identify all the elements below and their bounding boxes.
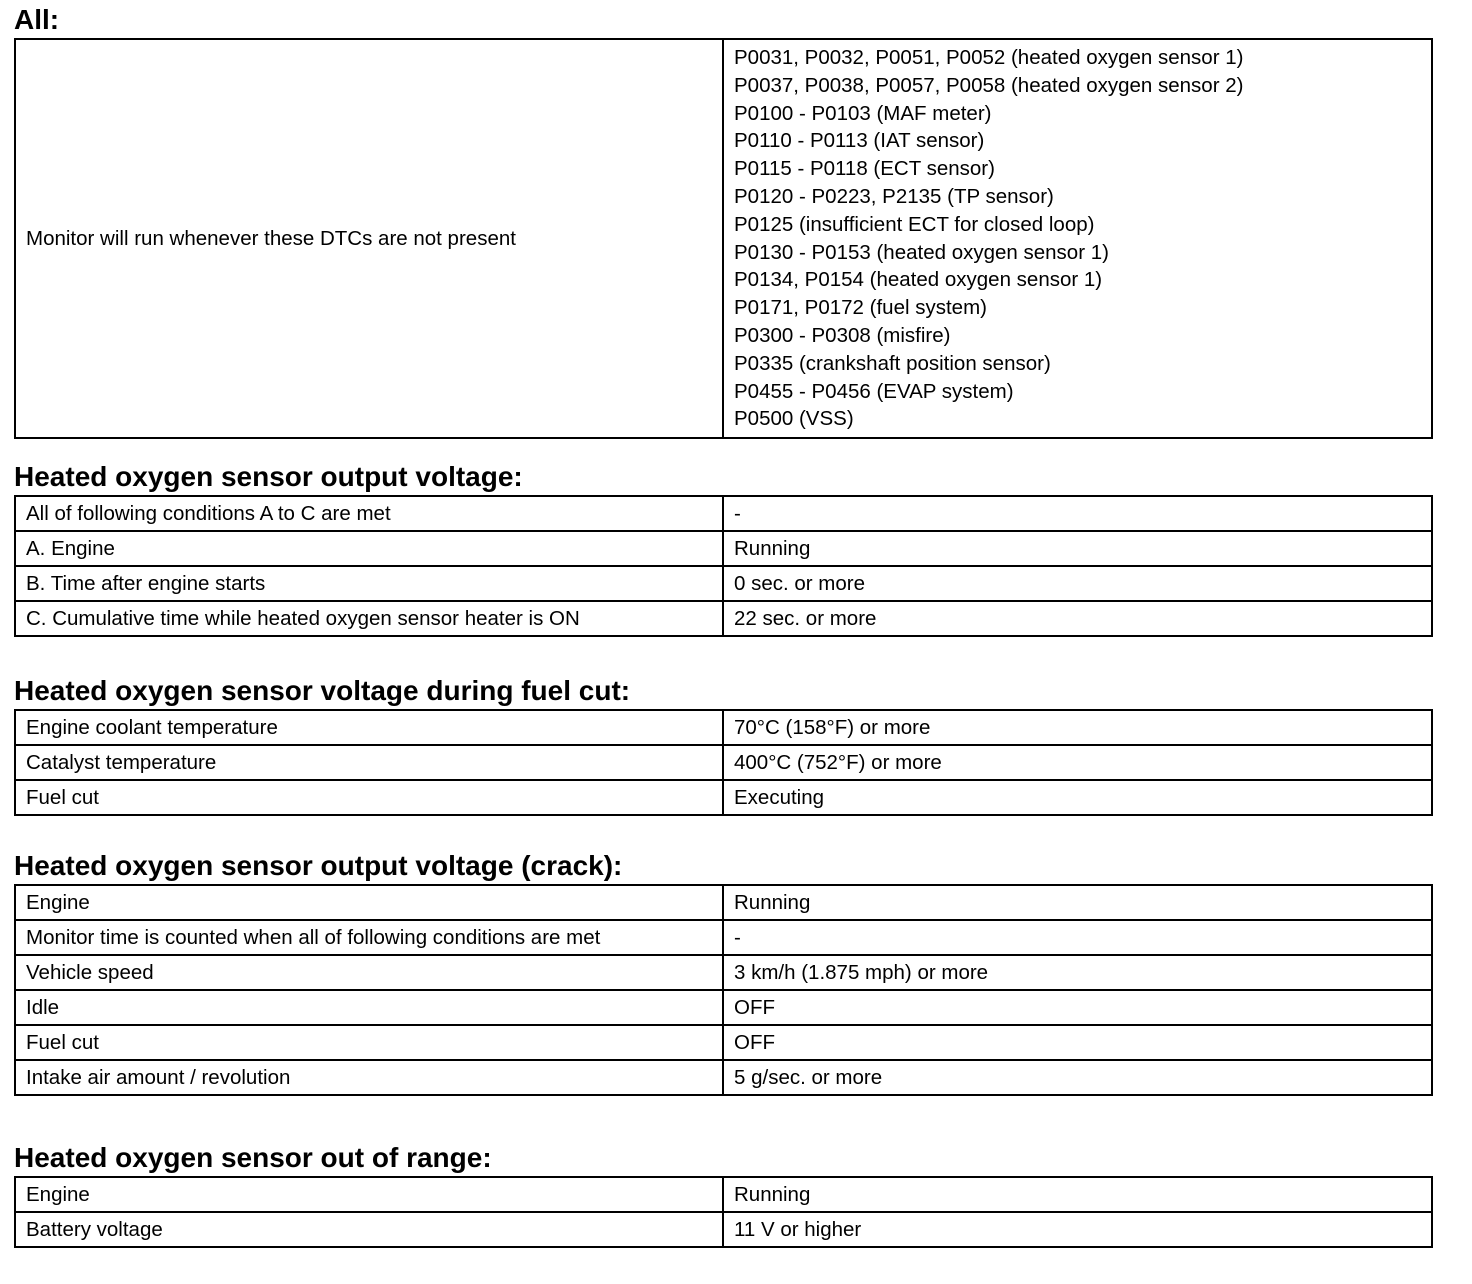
table-row <box>15 1060 1432 1095</box>
value-cell: 11 V or higher <box>723 1212 1432 1247</box>
dtc-line: P0125 (insufficient ECT for closed loop) <box>734 212 1095 236</box>
dtc-line: P0134, P0154 (heated oxygen sensor 1) <box>734 268 1103 292</box>
value-cell: 5 g/sec. or more <box>723 1060 1432 1095</box>
value-cell: 70°C (158°F) or more <box>723 710 1432 745</box>
value-cell: Running <box>723 885 1432 920</box>
dtc-line: P0115 - P0118 (ECT sensor) <box>734 157 995 181</box>
value-cell: 3 km/h (1.875 mph) or more <box>723 955 1432 990</box>
value-cell: 22 sec. or more <box>723 601 1432 636</box>
dtc-line: P0300 - P0308 (misfire) <box>734 323 951 347</box>
table-row <box>15 1025 1432 1060</box>
value-cell: Running <box>723 1177 1432 1212</box>
value-cell: OFF <box>723 1025 1432 1060</box>
section-all <box>14 2 1431 439</box>
conditions-table <box>14 38 1433 439</box>
section-fuel-cut <box>14 673 1431 816</box>
condition-cell: Idle <box>15 990 723 1025</box>
section-output-voltage <box>14 459 1431 637</box>
table-row <box>15 496 1432 531</box>
condition-cell: Intake air amount / revolution <box>15 1060 723 1095</box>
condition-cell: C. Cumulative time while heated oxygen sensor heater is ON <box>15 601 723 636</box>
section-heading: Heated oxygen sensor voltage during fuel cut: <box>14 675 631 706</box>
dtc-line: P0120 - P0223, P2135 (TP sensor) <box>734 184 1054 208</box>
table-row <box>15 990 1432 1025</box>
value-cell: Executing <box>723 780 1432 815</box>
section-heading: Heated oxygen sensor output voltage: <box>14 461 523 492</box>
dtc-line: P0500 (VSS) <box>734 407 854 431</box>
condition-cell: Fuel cut <box>15 1025 723 1060</box>
table-row <box>15 566 1432 601</box>
condition-cell: Monitor time is counted when all of following conditions are met <box>15 920 723 955</box>
conditions-table <box>14 495 1433 637</box>
dtc-line: P0335 (crankshaft position sensor) <box>734 351 1051 375</box>
dtc-line: P0110 - P0113 (IAT sensor) <box>734 129 985 153</box>
conditions-table <box>14 1176 1433 1248</box>
value-cell: Running <box>723 531 1432 566</box>
dtc-line: P0130 - P0153 (heated oxygen sensor 1) <box>734 240 1109 264</box>
table-row <box>15 920 1432 955</box>
condition-cell: All of following conditions A to C are met <box>15 496 723 531</box>
condition-cell: Engine <box>15 1177 723 1212</box>
condition-cell: Battery voltage <box>15 1212 723 1247</box>
dtc-list-cell <box>723 39 1432 438</box>
section-heading: Heated oxygen sensor output voltage (crack): <box>14 850 623 881</box>
value-cell: - <box>723 920 1432 955</box>
condition-cell: Monitor will run whenever these DTCs are not present <box>15 39 723 438</box>
conditions-table <box>14 709 1433 816</box>
dtc-line: P0455 - P0456 (EVAP system) <box>734 379 1014 403</box>
value-cell: OFF <box>723 990 1432 1025</box>
condition-cell: Engine <box>15 885 723 920</box>
condition-cell: Engine coolant temperature <box>15 710 723 745</box>
table-row <box>15 745 1432 780</box>
dtc-line: P0037, P0038, P0057, P0058 (heated oxygen sensor 2) <box>734 73 1244 97</box>
table-row <box>15 531 1432 566</box>
section-crack <box>14 848 1431 1096</box>
dtc-line: P0031, P0032, P0051, P0052 (heated oxygen sensor 1) <box>734 46 1244 69</box>
table-row <box>15 601 1432 636</box>
condition-cell: Catalyst temperature <box>15 745 723 780</box>
table-row <box>15 780 1432 815</box>
condition-cell: A. Engine <box>15 531 723 566</box>
table-row <box>15 955 1432 990</box>
table-row <box>15 885 1432 920</box>
table-row <box>15 39 1432 438</box>
table-row <box>15 1212 1432 1247</box>
section-heading: Heated oxygen sensor out of range: <box>14 1142 492 1173</box>
condition-cell: Fuel cut <box>15 780 723 815</box>
value-cell: 0 sec. or more <box>723 566 1432 601</box>
dtc-line: P0171, P0172 (fuel system) <box>734 296 987 320</box>
value-cell: - <box>723 496 1432 531</box>
table-row <box>15 1177 1432 1212</box>
table-row <box>15 710 1432 745</box>
value-cell: 400°C (752°F) or more <box>723 745 1432 780</box>
section-heading: All: <box>14 4 60 35</box>
conditions-table <box>14 884 1433 1096</box>
condition-cell: Vehicle speed <box>15 955 723 990</box>
condition-cell: B. Time after engine starts <box>15 566 723 601</box>
section-out-of-range <box>14 1140 1431 1248</box>
dtc-line: P0100 - P0103 (MAF meter) <box>734 101 992 125</box>
